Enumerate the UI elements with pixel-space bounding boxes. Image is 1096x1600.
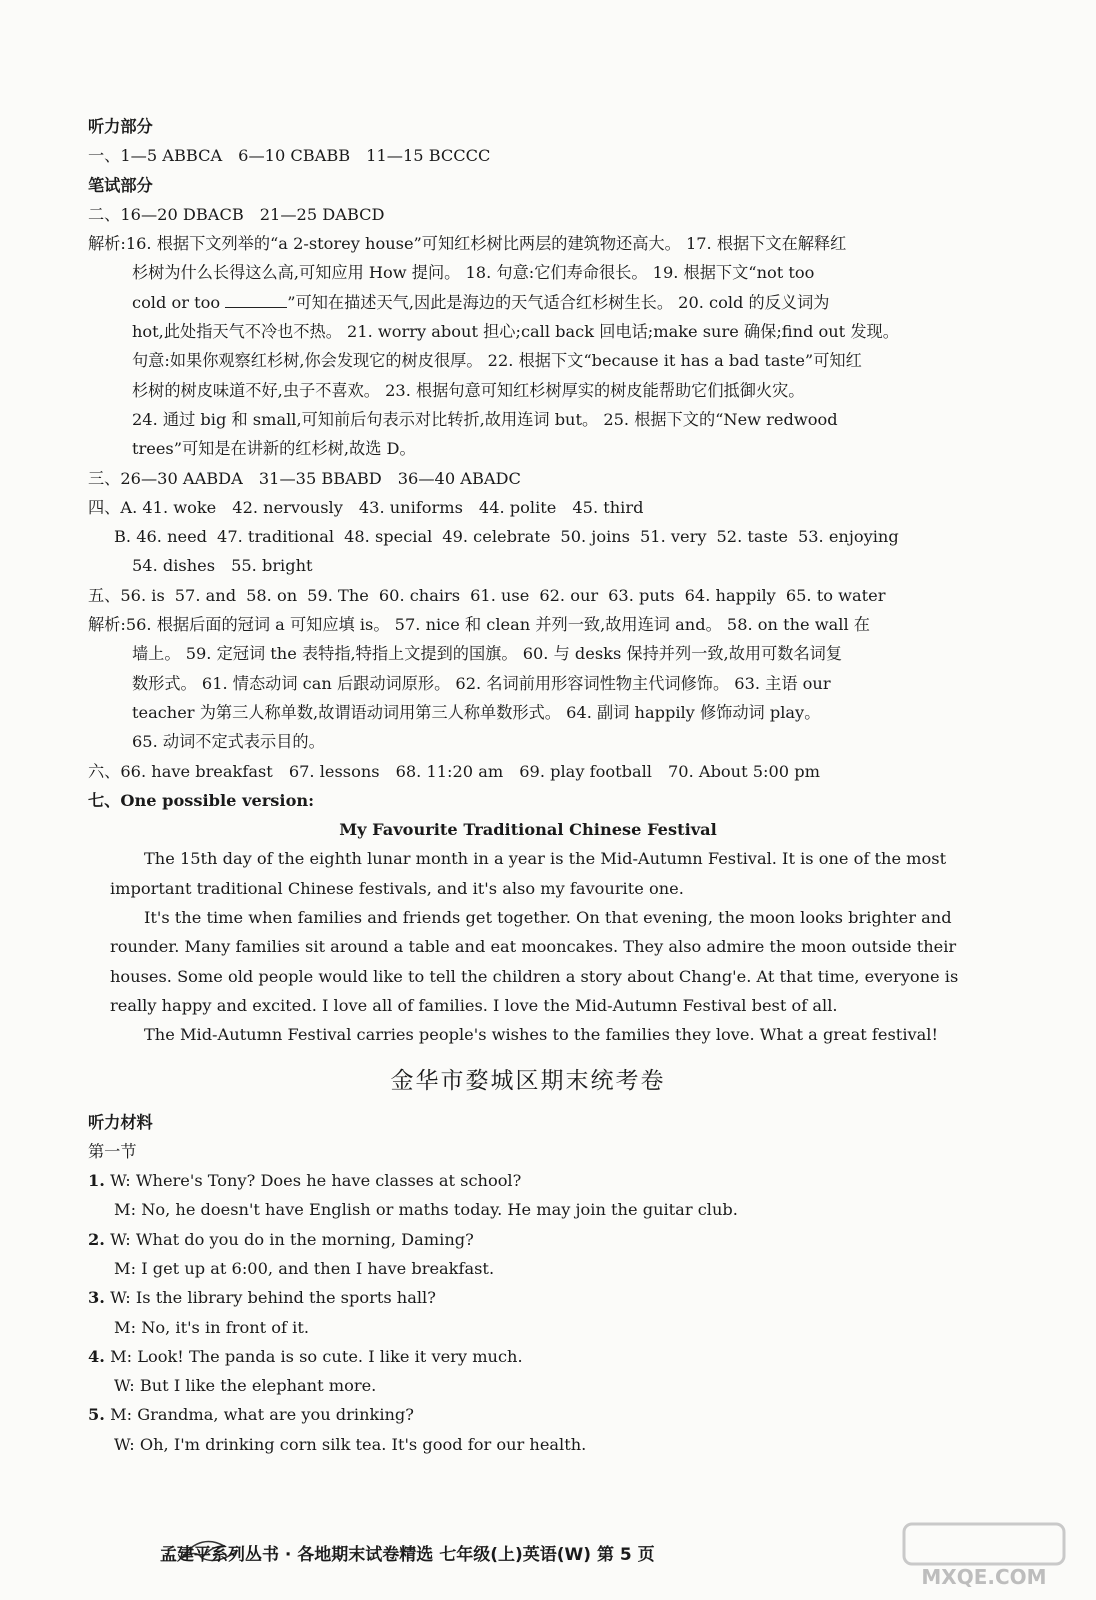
answers-section-4b: B. 46. need 47. traditional 48. special 49. celebrate 50. joins 51. very 52. taste 53. enjoying xyxy=(114,527,899,547)
heading-listening: 听力部分 xyxy=(88,117,153,136)
analysis-line: 解析:16. 根据下文列举的“a 2-storey house”可知红杉树比两层的建筑物还高大。 17. 根据下文在解释红 xyxy=(88,234,847,254)
essay-line: It's the time when families and friends get together. On that evening, the moon looks brighter and xyxy=(144,908,952,928)
analysis-line: teacher 为第三人称单数,故谓语动词用第三人称单数形式。 64. 副词 happily 修饰动词 play。 xyxy=(132,702,821,722)
section-label: 四、 xyxy=(88,497,121,517)
answers-section-2 xyxy=(88,200,968,229)
essay-line: The Mid-Autumn Festival carries people's wishes to the families they love. What a great festival! xyxy=(144,1025,938,1045)
section-label: 三、 xyxy=(88,468,121,488)
dialogue-list xyxy=(88,1166,968,1459)
analysis-line: 句意:如果你观察红杉树,你会发现它的树皮很厚。 22. 根据下文“because it has a bad taste”可知红 xyxy=(132,351,862,371)
essay-title: My Favourite Traditional Chinese Festival xyxy=(339,820,717,840)
answers-section-4a: 四、A. 41. woke 42. nervously 43. uniforms 44. polite 45. third xyxy=(88,497,644,517)
analysis-line: 数形式。 61. 情态动词 can 后跟动词原形。 62. 名词前用形容词性物主代词修饰。 63. 主语 our xyxy=(132,673,831,693)
answer-group: 21—25 DABCD xyxy=(259,204,385,224)
heading-listening-material: 听力材料 xyxy=(88,1112,153,1132)
analysis-line: 墙上。 59. 定冠词 the 表特指,特指上文提到的国旗。 60. 与 desks 保持并列一致,故用可数名词复 xyxy=(132,644,843,664)
section-label: 五、 xyxy=(88,585,121,605)
answer-page xyxy=(88,112,968,1459)
analysis-line: 解析:56. 根据后面的冠词 a 可知应填 is。 57. nice 和 clean 并列一致,故用连词 and。 58. on the wall 在 xyxy=(88,615,870,635)
answers-section-6: 六、66. have breakfast 67. lessons 68. 11:20 am 69. play football 70. About 5:00 pm xyxy=(88,761,820,781)
answer-group: 6—10 CBABB xyxy=(238,146,351,166)
site-watermark xyxy=(900,1520,1070,1590)
analysis-line: 24. 通过 big 和 small,可知前后句表示对比转折,故用连词 but。 25. 根据下文的“New redwood xyxy=(132,409,838,429)
essay-line: The 15th day of the eighth lunar month in a year is the Mid-Autumn Festival. It is one of the most xyxy=(144,849,947,869)
answer-group: 16—20 DBACB xyxy=(120,204,244,224)
answers-section-3: 三、26—30 AABDA 31—35 BBABD 36—40 ABADC xyxy=(88,468,521,488)
section-7-heading: 七、One possible version: xyxy=(88,790,315,810)
dialogue-item: 5. M: Grandma, what are you drinking? W: Oh, I'm drinking corn silk tea. It's good for our health. xyxy=(88,1405,587,1454)
essay-line: houses. Some old people would like to tell the children a story about Chang'e. At that time, everyone is xyxy=(110,966,959,986)
analysis-line: 杉树为什么长得这么高,可知应用 How 提问。 18. 句意:它们寿命很长。 19. 根据下文“not too xyxy=(132,263,815,283)
answer-group: 1—5 ABBCA xyxy=(120,146,223,166)
essay-line: really happy and excited. I love all of families. I love the Mid-Autumn Festival best of all. xyxy=(110,995,838,1015)
analysis-line: cold or too ”可知在描述天气,因此是海边的天气适合红杉树生长。 20. cold 的反义词为 xyxy=(132,292,830,312)
analysis-block-1 xyxy=(88,229,968,463)
essay-line: important traditional Chinese festivals, and it's also my favourite one. xyxy=(110,878,684,898)
analysis-block-2 xyxy=(88,610,968,756)
section-label: 一、 xyxy=(88,146,121,166)
analysis-line: 65. 动词不定式表示目的。 xyxy=(132,732,325,752)
answer-blank xyxy=(225,293,287,308)
essay-body xyxy=(88,844,968,1049)
analysis-line: hot,此处指天气不冷也不热。 21. worry about 担心;call back 回电话;make sure 确保;find out 发现。 xyxy=(132,322,899,342)
section-label: 六、 xyxy=(88,761,121,781)
answer-group: 11—15 BCCCC xyxy=(366,146,491,166)
answers-section-5: 五、56. is 57. and 58. on 59. The 60. chairs 61. use 62. our 63. puts 64. happily 65. to water xyxy=(88,585,886,605)
analysis-line: 杉树的树皮味道不好,虫子不喜欢。 23. 根据句意可知红杉树厚实的树皮能帮助它们抵御火灾。 xyxy=(132,380,805,400)
dialogue-item: 2. W: What do you do in the morning, Daming? M: I get up at 6:00, and then I have breakfast. xyxy=(88,1229,495,1278)
analysis-line: trees”可知是在讲新的红杉树,故选 D。 xyxy=(132,439,416,459)
answers-section-1 xyxy=(88,141,968,170)
dialogue-item: 3. W: Is the library behind the sports hall? M: No, it's in front of it. xyxy=(88,1288,436,1337)
heading-section-1: 第一节 xyxy=(88,1141,137,1161)
dialogue-item: 4. M: Look! The panda is so cute. I like it very much. W: But I like the elephant more. xyxy=(88,1346,523,1396)
heading-written: 笔试部分 xyxy=(88,175,153,195)
dialogue-item: 1. W: Where's Tony? Does he have classes at school? M: No, he doesn't have English or maths today. He may join the guitar club. xyxy=(88,1171,738,1220)
watermark-text: MXQE.COM xyxy=(921,1565,1047,1589)
exam-title: 金华市婺城区期末统考卷 xyxy=(390,1067,666,1094)
essay-line: rounder. Many families sit around a table and eat mooncakes. They also admire the moon outside their xyxy=(110,937,957,957)
page-footer: 孟建平系列丛书 · 各地期末试卷精选 七年级(上)英语(W) 第 5 页 xyxy=(160,1545,655,1565)
answers-section-4b-cont: 54. dishes 55. bright xyxy=(132,556,313,576)
section-label: 二、 xyxy=(88,204,121,224)
